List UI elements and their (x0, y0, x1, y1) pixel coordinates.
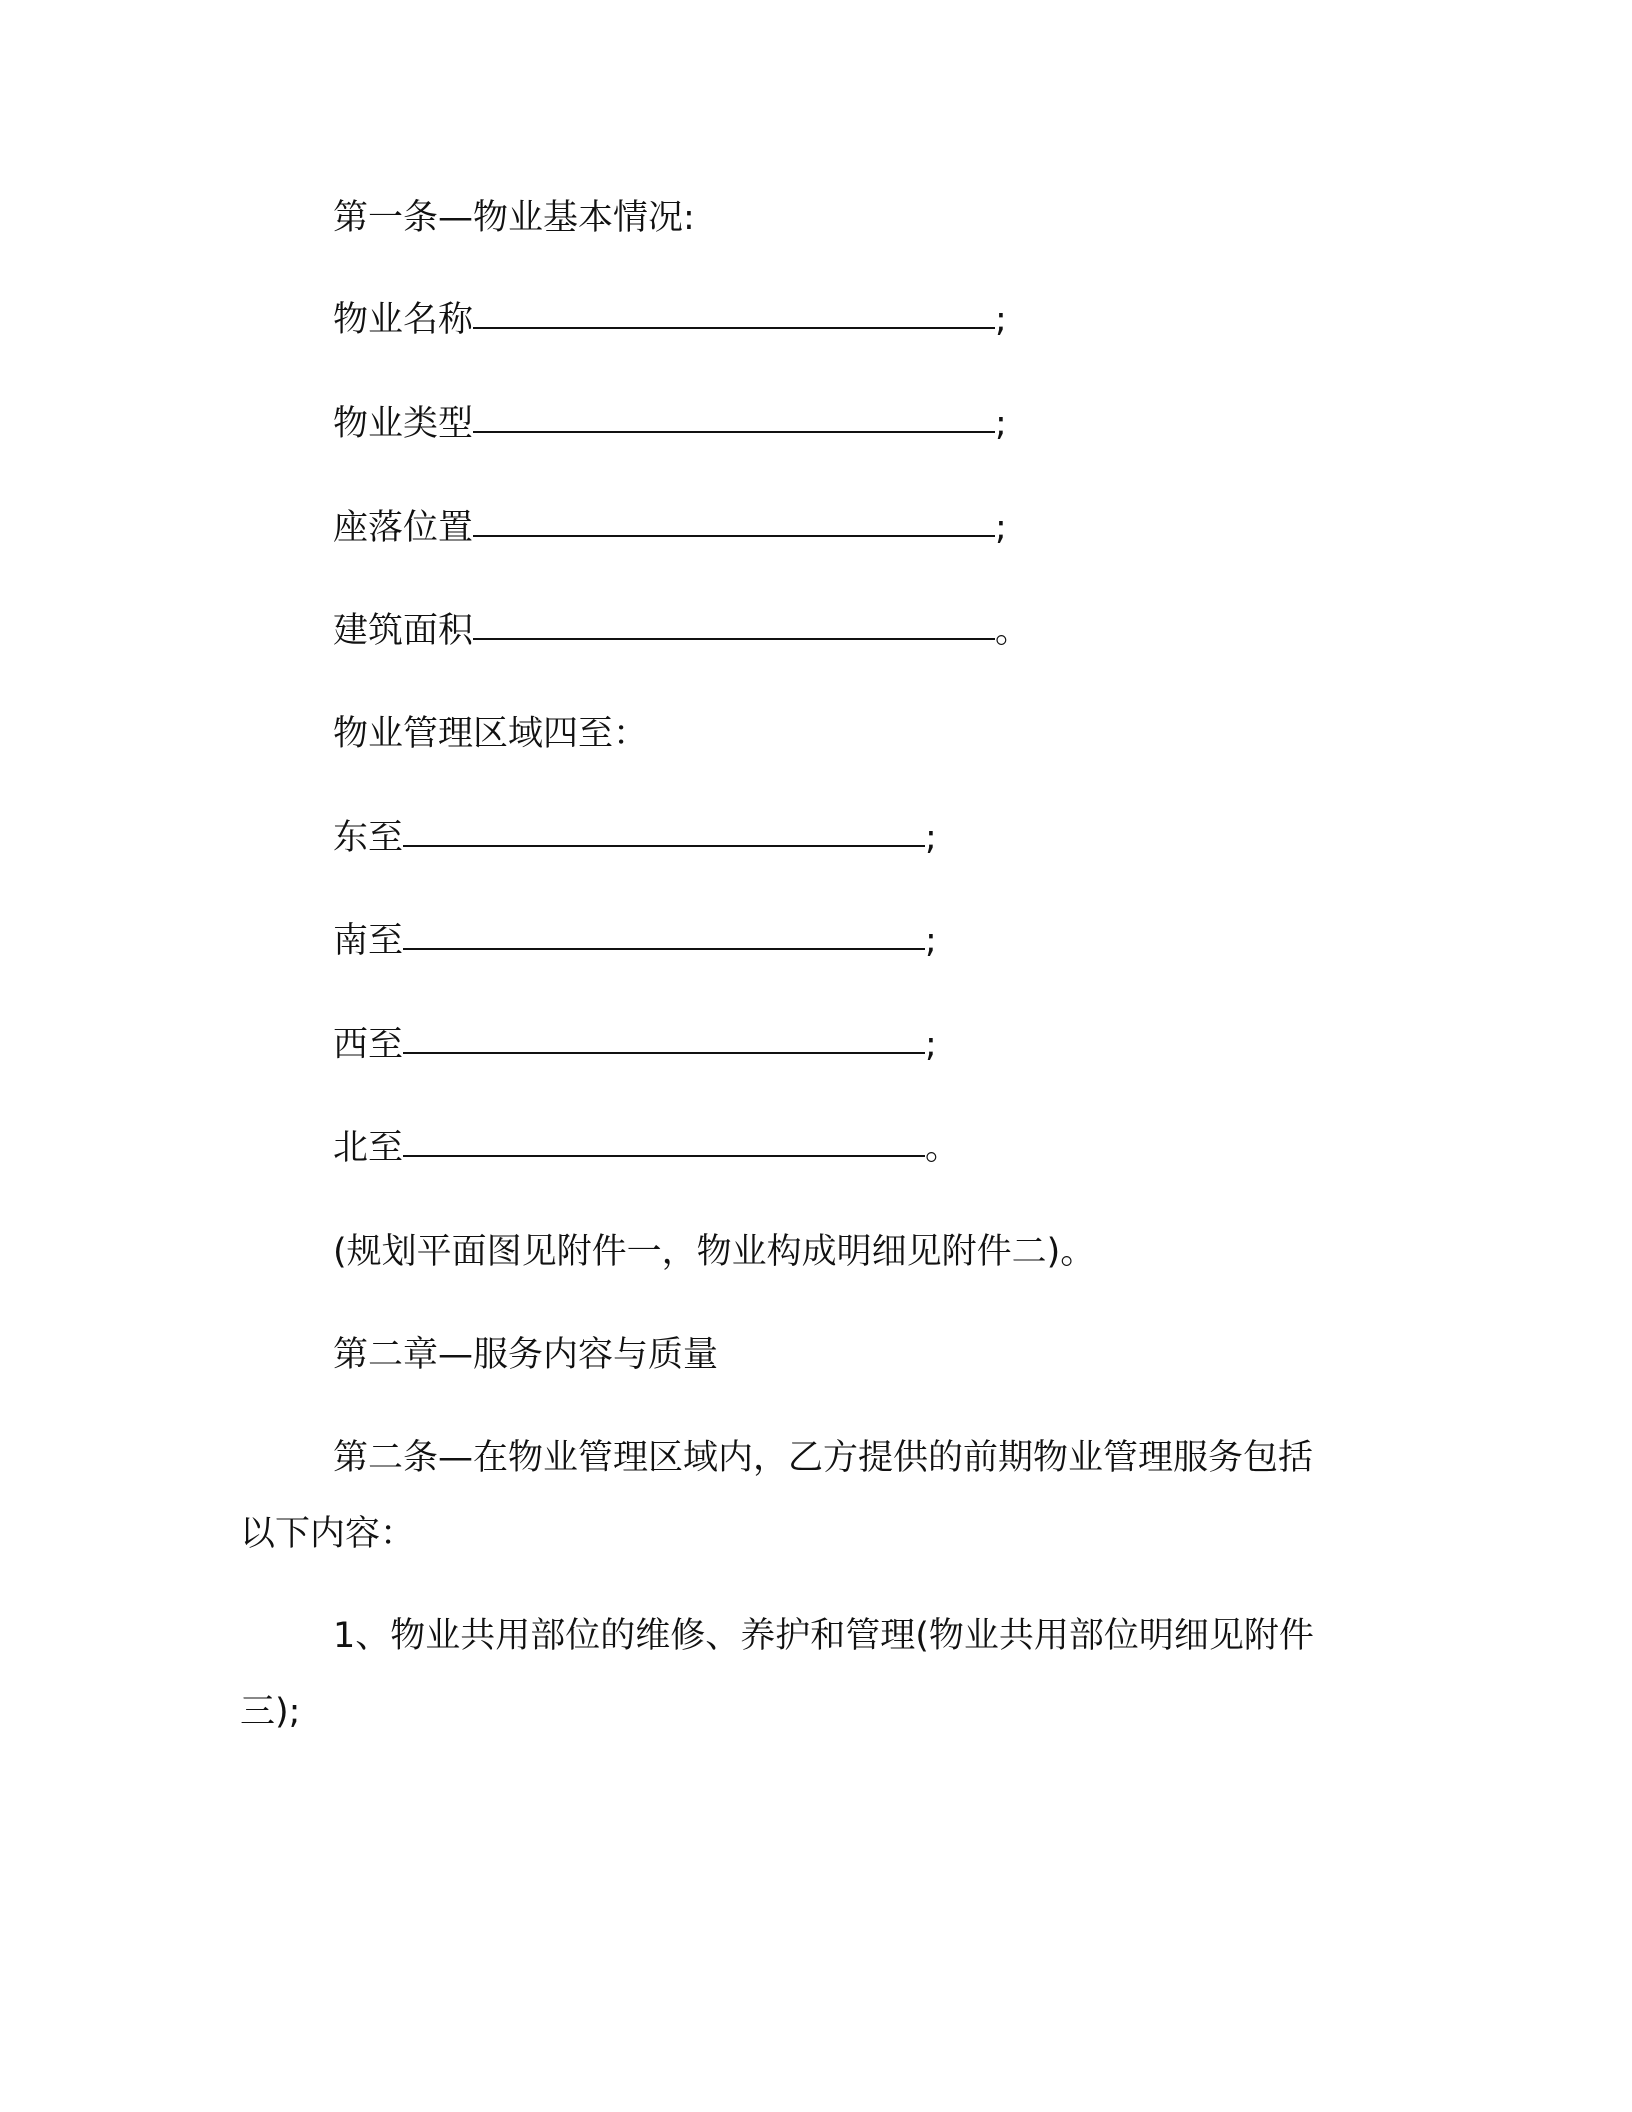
boundary-heading: 物业管理区域四至： (333, 714, 649, 754)
blank-underline (403, 845, 925, 847)
south-boundary-field (333, 919, 937, 963)
blank-underline (403, 1052, 925, 1054)
field-end-punctuation: ; (925, 1025, 937, 1065)
blank-underline (473, 431, 995, 433)
article-2-line-1: 第二条—在物业管理区域内，乙方提供的前期物业管理服务包括 (333, 1438, 1314, 1478)
location-field (333, 506, 1007, 550)
north-boundary-field (333, 1126, 960, 1170)
article-2-line-2: 以下内容： (240, 1514, 416, 1554)
field-label: 物业名称 (333, 300, 474, 340)
chapter-2-title: 第二章—服务内容与质量 (333, 1335, 719, 1375)
attachment-note: (规划平面图见附件一，物业构成明细见附件二)。 (333, 1232, 1096, 1272)
field-end-punctuation: ; (995, 300, 1007, 340)
article-1-heading: 第一条—物业基本情况: (333, 198, 695, 238)
building-area-field (333, 609, 1030, 653)
blank-underline (403, 948, 925, 950)
property-type-field (333, 402, 1007, 446)
field-label: 东至 (333, 818, 404, 858)
blank-underline (403, 1155, 925, 1157)
blank-underline (473, 535, 995, 537)
field-label: 座落位置 (333, 508, 474, 548)
field-end-punctuation: ; (925, 818, 937, 858)
service-item-1-line-2: 三); (240, 1692, 301, 1732)
field-end-punctuation: ; (995, 508, 1007, 548)
field-label: 南至 (333, 921, 404, 961)
field-label: 北至 (333, 1128, 404, 1168)
service-item-1-line-1: 1、物业共用部位的维修、养护和管理(物业共用部位明细见附件 (333, 1616, 1314, 1656)
blank-underline (473, 638, 995, 640)
field-end-punctuation: 。 (925, 1128, 961, 1168)
field-end-punctuation: 。 (995, 611, 1031, 651)
field-label: 物业类型 (333, 404, 474, 444)
west-boundary-field (333, 1023, 937, 1067)
field-label: 西至 (333, 1025, 404, 1065)
field-end-punctuation: ; (925, 921, 937, 961)
field-label: 建筑面积 (333, 611, 474, 651)
property-name-field (333, 298, 1007, 342)
blank-underline (473, 327, 995, 329)
east-boundary-field (333, 816, 937, 860)
field-end-punctuation: ; (995, 404, 1007, 444)
